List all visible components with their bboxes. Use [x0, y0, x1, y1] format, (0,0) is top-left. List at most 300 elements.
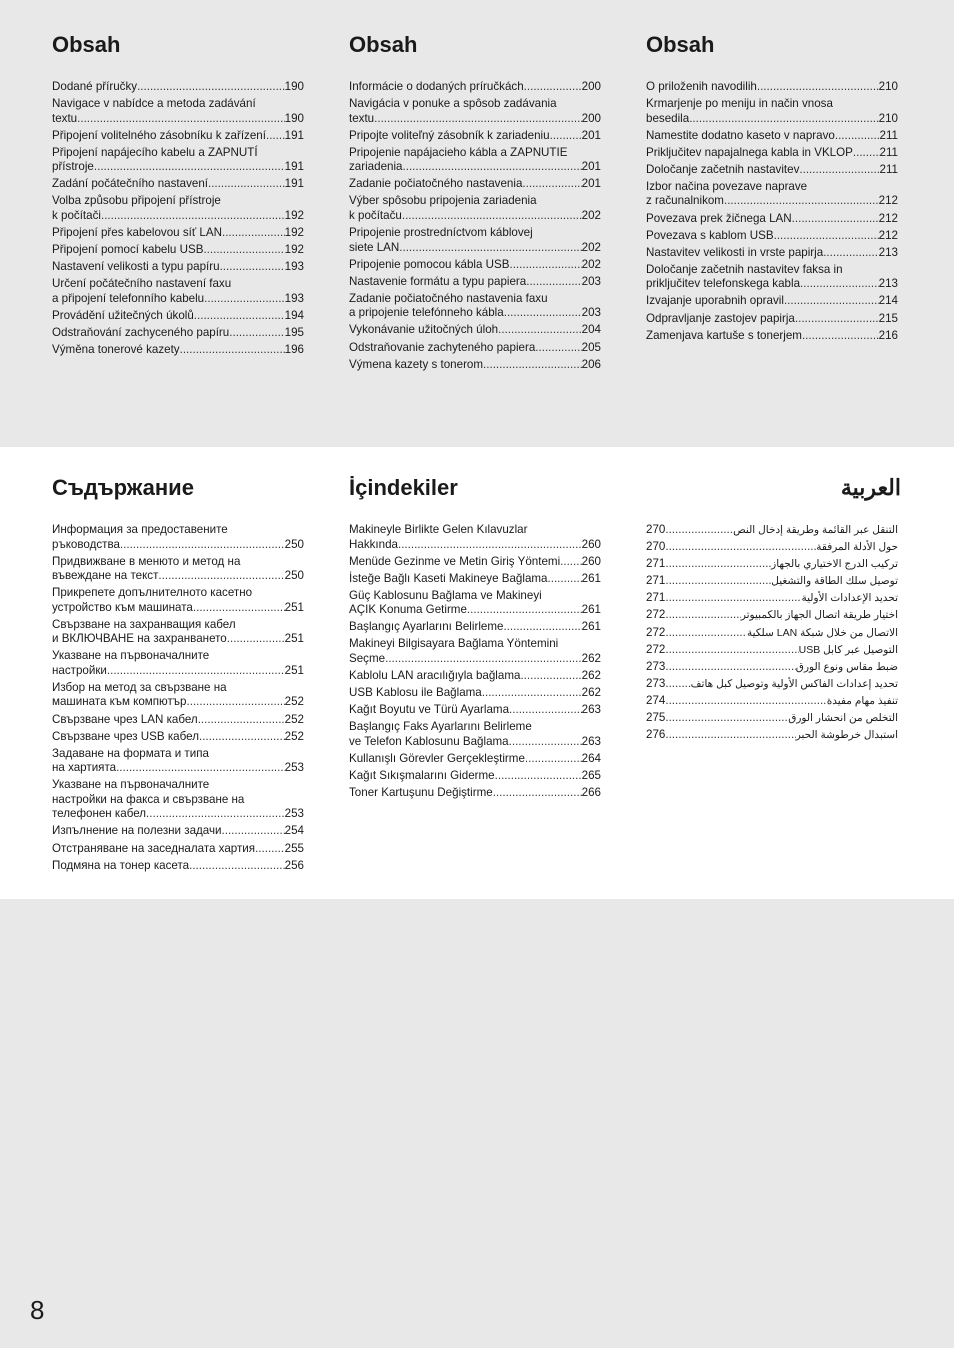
toc-entry	[349, 341, 601, 356]
toc-leader-dots	[482, 686, 582, 701]
toc-leader-dots	[198, 713, 285, 728]
toc-leader-dots	[509, 735, 582, 750]
toc-leader-dots	[550, 129, 582, 144]
toc-leader-dots	[208, 177, 285, 192]
toc-entry	[646, 229, 898, 244]
toc-leader-dots	[526, 275, 581, 290]
toc-entry-last-line	[646, 112, 898, 127]
toc-leader-dots	[835, 129, 880, 144]
toc-entry-last-line	[646, 660, 898, 675]
toc-entry-title-line: AÇIK Konuma Getirme	[349, 603, 467, 617]
toc-entry-title-line: Izbor načina povezave naprave	[646, 179, 808, 193]
toc-entry-title-line: besedila	[646, 111, 690, 125]
toc-entry-title-line: Kullanışlı Görevler Gerçekleştirme	[349, 751, 525, 765]
toc-entry-last-line	[646, 608, 898, 623]
toc-entry-title-line: الاتصال من خلال شبكة LAN سلكية	[746, 626, 898, 639]
section-heading: Obsah	[52, 32, 121, 57]
toc-entry-last-line	[646, 523, 898, 538]
toc-entry	[52, 326, 304, 341]
toc-entry-last-line	[349, 112, 601, 127]
toc-entry-last-line	[646, 540, 898, 555]
toc-leader-dots	[784, 294, 879, 309]
toc-entry-last-line	[52, 569, 304, 584]
toc-leader-dots	[222, 824, 285, 839]
toc-entry-last-line	[646, 129, 898, 144]
toc-entry	[52, 824, 304, 839]
toc-leader-dots	[495, 769, 582, 784]
toc-entry	[52, 226, 304, 241]
toc-entry-title-line: Volba způsobu připojení přístroje	[52, 194, 221, 208]
toc-leader-dots	[137, 80, 285, 95]
toc-leader-dots	[509, 258, 581, 273]
toc-page-number: 261	[581, 571, 601, 585]
toc-leader-dots	[799, 163, 879, 178]
toc-page-number: 192	[284, 208, 304, 222]
toc-entry	[646, 626, 898, 641]
toc-page-number: 270	[646, 540, 666, 554]
section-heading: Obsah	[646, 32, 715, 57]
toc-entry-title-line: Toner Kartuşunu Değiştirme	[349, 786, 493, 800]
toc-entry-title-line: телефонен кабел	[52, 807, 147, 821]
toc-entry-title-line: и ВКЛЮЧВАНЕ на захранването	[52, 632, 227, 646]
toc-entry-title-line: Свързване на захранващия кабел	[52, 617, 236, 631]
toc-entry-last-line	[646, 728, 898, 743]
toc-list	[646, 523, 898, 745]
toc-page-number: 274	[646, 693, 666, 707]
toc-page-number: 260	[581, 554, 601, 568]
toc-entry-last-line	[349, 341, 601, 356]
toc-leader-dots	[522, 177, 581, 192]
toc-page-number: 261	[581, 603, 601, 617]
toc-page-number: 250	[284, 569, 304, 583]
toc-entry	[349, 97, 601, 126]
toc-page-number: 275	[646, 711, 666, 725]
toc-entry-last-line	[646, 626, 898, 641]
toc-leader-dots	[535, 341, 581, 356]
toc-entry-title-line: تحديد إعدادات الفاكس الأولية وتوصيل كبل هاتف	[690, 677, 898, 690]
toc-entry-last-line	[646, 711, 898, 726]
toc-entry-title-line: siete LAN	[349, 240, 400, 254]
toc-page-number: 211	[879, 128, 898, 142]
toc-entry-last-line	[52, 260, 304, 275]
toc-entry-title-line: k počítači	[52, 208, 101, 222]
toc-entry-title-line: Подмяна на тонер касета	[52, 858, 190, 872]
toc-entry	[349, 572, 601, 587]
toc-entry-title-line: تنفيذ مهام مفيدة	[826, 694, 898, 707]
toc-leader-dots	[525, 752, 582, 767]
toc-page-number: 260	[581, 537, 601, 551]
toc-entry-title-line: Odstraňovanie zachyteného papiera	[349, 340, 536, 354]
toc-entry	[349, 769, 601, 784]
toc-entry-last-line	[349, 323, 601, 338]
toc-leader-dots	[220, 260, 285, 275]
toc-entry	[349, 194, 601, 223]
toc-entry-last-line	[52, 842, 304, 857]
toc-entry-title-line: Güç Kablosunu Bağlama ve Makineyi	[349, 588, 542, 602]
toc-entry	[349, 323, 601, 338]
toc-page-number: 273	[646, 676, 666, 690]
toc-entry-title-line: Makineyle Birlikte Gelen Kılavuzlar	[349, 523, 528, 536]
toc-leader-dots	[665, 574, 771, 589]
toc-entry-last-line	[349, 306, 601, 321]
toc-entry	[52, 309, 304, 324]
toc-page-number: 206	[581, 357, 601, 371]
toc-leader-dots	[548, 572, 582, 587]
toc-leader-dots	[193, 601, 285, 616]
toc-entry	[349, 292, 601, 321]
toc-entry	[52, 713, 304, 728]
toc-entry-title-line: التوصيل عبر كابل USB	[798, 643, 898, 656]
toc-entry	[349, 786, 601, 801]
toc-entry-title-line: Povezava prek žičnega LAN	[646, 211, 792, 225]
toc-entry	[349, 523, 601, 552]
toc-entry-last-line	[349, 177, 601, 192]
toc-leader-dots	[665, 523, 733, 538]
toc-leader-dots	[146, 807, 285, 822]
toc-entry-title-line: توصيل سلك الطاقة والتشغيل	[771, 575, 898, 588]
toc-page-number: 263	[581, 734, 601, 748]
toc-entry	[52, 146, 304, 175]
toc-page-number: 252	[284, 695, 304, 709]
bottom-band	[0, 899, 954, 1348]
toc-entry-title-line: přístroje	[52, 160, 94, 174]
toc-leader-dots	[665, 643, 798, 658]
toc-entry-last-line	[52, 824, 304, 839]
toc-entry	[349, 275, 601, 290]
toc-entry-title-line: Nastavení velikosti a typu papíru	[52, 260, 220, 274]
toc-leader-dots	[116, 761, 285, 776]
toc-entry	[349, 358, 601, 373]
toc-entry-last-line	[349, 160, 601, 175]
toc-leader-dots	[229, 326, 284, 341]
toc-entry-title-line: Provádění užitečných úkolů	[52, 308, 194, 322]
toc-leader-dots	[853, 146, 880, 161]
toc-page-number: 212	[878, 228, 898, 242]
toc-page-number: 214	[878, 294, 898, 308]
toc-entry-title-line: Nastavenie formátu a typu papiera	[349, 274, 527, 288]
toc-entry-title-line: Izvajanje uporabnih opravil	[646, 294, 784, 308]
toc-leader-dots	[689, 112, 878, 127]
toc-entry-title-line: Свързване чрез USB кабел	[52, 729, 199, 743]
toc-page-number: 251	[284, 632, 304, 646]
toc-entry-title-line: Odpravljanje zastojev papirja	[646, 311, 795, 325]
toc-entry	[52, 859, 304, 874]
toc-leader-dots	[665, 677, 690, 692]
toc-entry-title-line: a připojení telefonního kabelu	[52, 291, 205, 305]
toc-list	[349, 523, 601, 803]
toc-entry	[646, 312, 898, 327]
toc-entry-title-line: Seçme	[349, 651, 386, 665]
toc-page-number: 191	[284, 128, 304, 142]
toc-entry-last-line	[52, 761, 304, 776]
toc-page-number: 271	[646, 557, 666, 571]
toc-entry-title-line: k počítaču	[349, 208, 402, 222]
toc-entry-last-line	[52, 695, 304, 710]
toc-entry	[52, 277, 304, 306]
toc-entry-last-line	[349, 603, 601, 618]
toc-leader-dots	[665, 728, 795, 743]
toc-entry	[646, 180, 898, 209]
toc-entry-title-line: İsteğe Bağlı Kaseti Makineye Bağlama	[349, 571, 548, 585]
toc-entry-title-line: Задаване на формата и типа	[52, 746, 209, 760]
toc-entry-last-line	[52, 343, 304, 358]
toc-page-number: 194	[284, 308, 304, 322]
toc-page-number: 213	[878, 245, 898, 259]
toc-entry-title-line: Pripojenie prostredníctvom káblovej	[349, 226, 533, 240]
toc-entry	[349, 177, 601, 192]
toc-entry-title-line: Določanje začetnih nastavitev	[646, 162, 800, 176]
toc-entry-title-line: textu	[52, 111, 78, 125]
toc-entry	[646, 329, 898, 344]
toc-leader-dots	[520, 669, 581, 684]
toc-leader-dots	[665, 540, 816, 555]
toc-entry-last-line	[349, 652, 601, 667]
toc-entry	[349, 686, 601, 701]
toc-entry	[646, 694, 898, 709]
toc-leader-dots	[774, 229, 879, 244]
toc-entry-title-line: Připojení pomocí kabelu USB	[52, 243, 204, 257]
toc-entry-last-line	[52, 807, 304, 822]
toc-entry	[646, 574, 898, 589]
toc-page-number: 272	[646, 608, 666, 622]
toc-leader-dots	[665, 694, 826, 709]
toc-page-number: 200	[581, 80, 601, 93]
toc-entry	[349, 129, 601, 144]
toc-page-number: 252	[284, 729, 304, 743]
toc-entry-last-line	[349, 669, 601, 684]
toc-entry-title-line: Připojení volitelného zásobníku k zařízení	[52, 128, 266, 142]
toc-entry	[646, 129, 898, 144]
toc-entry-title-line: تركيب الدرج الاختياري بالجهاز	[771, 558, 898, 571]
toc-leader-dots	[385, 652, 582, 667]
toc-page-number: 192	[284, 226, 304, 240]
toc-entry-title-line: Makineyi Bilgisayara Bağlama Yöntemini	[349, 637, 559, 651]
toc-page-number: 265	[581, 769, 601, 783]
toc-leader-dots	[792, 212, 879, 227]
toc-page-number: 251	[284, 663, 304, 677]
toc-entry-title-line: Výmena kazety s tonerom	[349, 357, 484, 371]
toc-leader-dots	[724, 194, 879, 209]
toc-leader-dots	[120, 538, 285, 553]
toc-page-number: 191	[284, 160, 304, 174]
toc-leader-dots	[795, 312, 879, 327]
toc-entry-title-line: Povezava s kablom USB	[646, 228, 774, 242]
toc-entry	[52, 555, 304, 584]
toc-entry-last-line	[349, 555, 601, 570]
toc-entry-title-line: Určení počátečního nastavení faxu	[52, 277, 232, 291]
toc-entry-title-line: Krmarjenje po meniju in način vnosa	[646, 97, 833, 111]
toc-entry-title-line: Изпълнение на полезни задачи	[52, 824, 222, 838]
toc-leader-dots	[94, 160, 285, 175]
toc-entry-title-line: z računalnikom	[646, 194, 724, 208]
toc-page-number: 261	[581, 620, 601, 634]
toc-entry	[52, 730, 304, 745]
toc-entry-title-line: ръководства	[52, 537, 120, 551]
toc-entry-last-line	[646, 277, 898, 292]
toc-page-number: 200	[581, 111, 601, 125]
toc-entry-last-line	[349, 358, 601, 373]
toc-entry-title-line: التنقل عبر القائمة وطريقة إدخال النص	[733, 524, 898, 536]
toc-entry-last-line	[52, 538, 304, 553]
toc-leader-dots	[503, 620, 581, 635]
toc-leader-dots	[194, 309, 285, 324]
toc-entry-title-line: устройство към машината	[52, 600, 193, 614]
toc-leader-dots	[665, 557, 771, 572]
toc-page-number: 266	[581, 786, 601, 800]
toc-entry-title-line: اختيار طريقة اتصال الجهاز بالكمبيوتر	[740, 609, 898, 622]
toc-leader-dots	[199, 730, 285, 745]
toc-leader-dots	[665, 660, 795, 675]
toc-entry	[646, 97, 898, 126]
toc-entry	[349, 720, 601, 749]
toc-page-number: 212	[878, 211, 898, 225]
toc-column-turkish	[349, 473, 604, 883]
toc-entry	[349, 226, 601, 255]
toc-leader-dots	[222, 226, 285, 241]
toc-page-number: 190	[284, 111, 304, 125]
toc-page-number: 210	[878, 111, 898, 125]
toc-entry	[646, 246, 898, 261]
toc-list	[52, 80, 304, 360]
toc-entry-last-line	[349, 80, 601, 95]
toc-entry	[646, 163, 898, 178]
toc-entry-last-line	[52, 292, 304, 307]
toc-list	[52, 523, 304, 876]
toc-entry	[349, 555, 601, 570]
toc-entry	[52, 649, 304, 678]
toc-entry-title-line: Nastavitev velikosti in vrste papirja	[646, 245, 824, 259]
toc-entry-title-line: ve Telefon Kablosunu Bağlama	[349, 734, 509, 748]
toc-entry	[52, 97, 304, 126]
toc-entry-last-line	[646, 212, 898, 227]
toc-entry-title-line: Отстраняване на заседналата хартия	[52, 841, 256, 855]
toc-entry-last-line	[349, 769, 601, 784]
toc-entry-last-line	[52, 112, 304, 127]
toc-leader-dots	[158, 569, 284, 584]
toc-leader-dots	[107, 664, 285, 679]
toc-entry	[349, 258, 601, 273]
toc-leader-dots	[665, 711, 788, 726]
toc-leader-dots	[509, 703, 582, 718]
toc-entry-last-line	[349, 275, 601, 290]
toc-entry-last-line	[349, 703, 601, 718]
section-heading: İçindekiler	[349, 475, 458, 500]
toc-entry-last-line	[646, 643, 898, 658]
toc-entry-title-line: Указване на първоначалните	[52, 778, 210, 792]
toc-column-bulgarian	[52, 473, 307, 883]
toc-entry-last-line	[349, 786, 601, 801]
toc-entry-last-line	[349, 241, 601, 256]
toc-entry-title-line: priključitev telefonskega kabla	[646, 277, 801, 291]
toc-entry-last-line	[52, 664, 304, 679]
toc-entry	[52, 618, 304, 647]
toc-entry-last-line	[52, 730, 304, 745]
toc-column-czech	[52, 30, 307, 390]
toc-leader-dots	[493, 786, 582, 801]
toc-leader-dots	[374, 112, 582, 127]
toc-column-slovak	[349, 30, 604, 390]
toc-page-number: 215	[878, 311, 898, 325]
toc-entry-last-line	[52, 601, 304, 616]
toc-entry-title-line: Başlangıç Ayarlarını Belirleme	[349, 620, 504, 634]
toc-entry-title-line: textu	[349, 111, 375, 125]
toc-page-number: 276	[646, 728, 666, 742]
toc-page-number: 256	[284, 858, 304, 872]
toc-entry-last-line	[52, 713, 304, 728]
toc-page-number: 201	[581, 160, 601, 174]
toc-entry-title-line: Priključitev napajalnega kabla in VKLOP	[646, 145, 853, 159]
toc-entry-title-line: Vykonávanie užitočných úloh	[349, 323, 499, 337]
toc-entry-title-line: Připojení napájecího kabelu a ZAPNUTÍ	[52, 145, 258, 159]
toc-page-number: 251	[284, 600, 304, 614]
section-heading: Съдържание	[52, 475, 194, 500]
toc-entry	[646, 557, 898, 572]
toc-entry-title-line: Dodané příručky	[52, 80, 138, 93]
toc-page-number: 193	[284, 291, 304, 305]
toc-entry-last-line	[349, 620, 601, 635]
toc-entry-last-line	[349, 258, 601, 273]
toc-entry-title-line: ضبط مقاس ونوع الورق	[795, 660, 898, 673]
toc-leader-dots	[757, 80, 879, 95]
toc-entry-title-line: Zadání počátečního nastavení	[52, 177, 208, 191]
toc-entry-last-line	[52, 226, 304, 241]
toc-entry-last-line	[52, 209, 304, 224]
toc-entry	[646, 660, 898, 675]
toc-page-number: 271	[646, 574, 666, 588]
toc-entry-title-line: настройки на факса и свързване на	[52, 792, 245, 806]
toc-leader-dots	[398, 538, 582, 553]
toc-entry-title-line: تحديد الإعدادات الأولية	[801, 592, 898, 605]
toc-entry	[52, 586, 304, 615]
toc-page-number: 255	[284, 841, 304, 855]
toc-page-number: 193	[284, 260, 304, 274]
toc-page-number: 272	[646, 642, 666, 656]
toc-leader-dots	[399, 241, 581, 256]
toc-entry-title-line: Výměna tonerové kazety	[52, 343, 180, 357]
toc-entry	[646, 263, 898, 292]
toc-entry-title-line: на хартията	[52, 761, 117, 775]
toc-page-number: 252	[284, 712, 304, 726]
toc-entry-title-line: USB Kablosu ile Bağlama	[349, 686, 482, 700]
toc-entry-last-line	[646, 677, 898, 692]
toc-entry-title-line: استبدال خرطوشة الحبر	[795, 729, 898, 742]
toc-entry	[52, 80, 304, 95]
toc-entry	[52, 778, 304, 822]
toc-page-number: 262	[581, 651, 601, 665]
toc-page-number: 212	[878, 194, 898, 208]
toc-page-number: 211	[879, 162, 898, 176]
toc-page-number: 273	[646, 659, 666, 673]
toc-entry	[52, 243, 304, 258]
toc-entry-title-line: a pripojenie telefónneho kábla	[349, 306, 504, 320]
toc-leader-dots	[402, 209, 582, 224]
toc-entry	[646, 677, 898, 692]
toc-entry	[52, 129, 304, 144]
toc-entry	[349, 703, 601, 718]
toc-page-number: 204	[581, 323, 601, 337]
toc-entry-last-line	[349, 209, 601, 224]
toc-entry-last-line	[646, 591, 898, 606]
toc-entry-title-line: Kağıt Boyutu ve Türü Ayarlama	[349, 703, 510, 717]
toc-entry-title-line: Pripojenie napájacieho kábla a ZAPNUTIE	[349, 145, 568, 159]
toc-leader-dots	[204, 292, 285, 307]
toc-page-number: 271	[646, 591, 666, 605]
toc-entry-last-line	[52, 80, 304, 95]
toc-entry-last-line	[646, 246, 898, 261]
toc-entry-last-line	[646, 574, 898, 589]
toc-page-number: 201	[581, 128, 601, 142]
toc-column-slovenian	[646, 30, 901, 390]
